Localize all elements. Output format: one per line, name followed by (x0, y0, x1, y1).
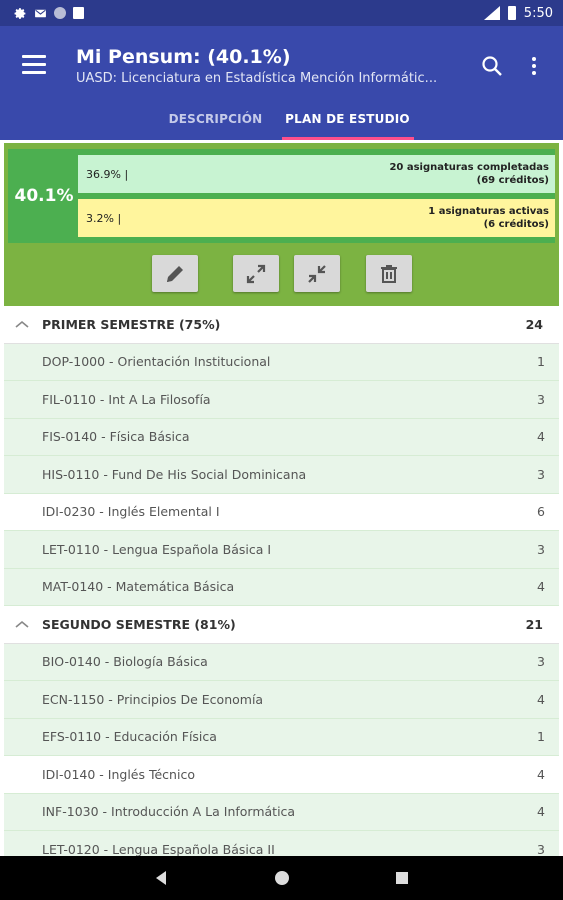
course-credits: 3 (537, 391, 545, 407)
active-count: 1 asignaturas activas (428, 206, 549, 217)
course-name: IDI-0140 - Inglés Técnico (42, 766, 195, 782)
course-credits: 6 (537, 504, 545, 520)
edit-button[interactable] (152, 255, 198, 292)
battery-icon (508, 6, 516, 20)
collapse-icon (305, 262, 329, 286)
settings-icon (14, 7, 27, 20)
progress-box (8, 149, 555, 243)
course-name: EFS-0110 - Educación Física (42, 729, 217, 745)
app-bar (0, 26, 563, 140)
course-credits: 3 (537, 466, 545, 482)
course-name: FIL-0110 - Int A La Filosofía (42, 391, 211, 407)
sd-card-icon (73, 7, 84, 19)
completed-desc (389, 161, 549, 187)
course-row[interactable] (4, 344, 559, 382)
semester-header[interactable] (4, 306, 559, 344)
course-name: BIO-0140 - Biología Básica (42, 654, 208, 670)
more-vert-icon[interactable] (528, 54, 540, 78)
course-name: MAT-0140 - Matemática Básica (42, 579, 235, 595)
course-list (4, 306, 559, 856)
course-row[interactable] (4, 569, 559, 607)
course-row[interactable] (4, 494, 559, 532)
course-name: LET-0120 - Lengua Española Básica II (42, 841, 275, 856)
completed-count: 20 asignaturas completadas (389, 162, 549, 173)
back-icon[interactable] (152, 868, 172, 888)
course-name: LET-0110 - Lengua Española Básica I (42, 541, 272, 557)
course-name: IDI-0230 - Inglés Elemental I (42, 504, 220, 520)
delete-button[interactable] (366, 255, 412, 292)
status-time: 5:50 (523, 5, 553, 21)
course-row[interactable] (4, 681, 559, 719)
active-credits: (6 créditos) (483, 219, 549, 230)
overall-progress: 40.1% (14, 186, 74, 206)
completed-pct: 36.9% | (86, 167, 129, 181)
active-pct: 3.2% | (86, 211, 122, 225)
active-desc (428, 205, 549, 231)
course-name: INF-1030 - Introducción A La Informática (42, 804, 296, 820)
active-bar (78, 199, 555, 237)
page-title: Mi Pensum: (40.1%) (76, 46, 291, 68)
course-credits: 4 (537, 804, 545, 820)
course-row[interactable] (4, 719, 559, 757)
tab-plan-de-estudio[interactable]: PLAN DE ESTUDIO (282, 104, 414, 140)
home-icon[interactable] (272, 868, 292, 888)
progress-summary (4, 143, 559, 306)
semester-title: PRIMER SEMESTRE (75%) (42, 316, 221, 332)
expand-icon (244, 262, 268, 286)
course-name: ECN-1150 - Principios De Economía (42, 691, 264, 707)
menu-button[interactable] (20, 52, 50, 78)
course-credits: 4 (537, 579, 545, 595)
completed-credits: (69 créditos) (476, 175, 549, 186)
circle-icon (54, 7, 66, 19)
completed-bar (78, 155, 555, 193)
semester-title: SEGUNDO SEMESTRE (81%) (42, 616, 236, 632)
course-credits: 4 (537, 766, 545, 782)
course-credits: 3 (537, 654, 545, 670)
tab-bar (0, 104, 563, 140)
course-row[interactable] (4, 644, 559, 682)
semester-credits: 21 (525, 616, 543, 632)
course-row[interactable] (4, 831, 559, 856)
course-credits: 4 (537, 691, 545, 707)
tab-descripcion[interactable]: DESCRIPCIÓN (168, 112, 263, 126)
chevron-up-icon (14, 319, 30, 329)
action-toolbar (4, 255, 559, 295)
course-credits: 1 (537, 729, 545, 745)
recents-icon[interactable] (392, 868, 412, 888)
chevron-up-icon (14, 619, 30, 629)
course-row[interactable] (4, 419, 559, 457)
edit-icon (163, 262, 187, 286)
course-row[interactable] (4, 381, 559, 419)
delete-icon (377, 262, 401, 286)
semester-credits: 24 (525, 316, 543, 332)
signal-icon (484, 6, 500, 20)
navigation-bar (0, 856, 563, 900)
collapse-all-button[interactable] (294, 255, 340, 292)
gmail-icon (34, 7, 47, 20)
course-name: HIS-0110 - Fund De His Social Dominicana (42, 466, 307, 482)
course-credits: 3 (537, 841, 545, 856)
page-subtitle: UASD: Licenciatura en Estadística Mención Informátic... (76, 71, 438, 86)
course-credits: 1 (537, 354, 545, 370)
course-name: FIS-0140 - Física Básica (42, 429, 190, 445)
search-icon[interactable] (480, 54, 504, 78)
course-row[interactable] (4, 756, 559, 794)
course-name: DOP-1000 - Orientación Institucional (42, 354, 271, 370)
course-row[interactable] (4, 531, 559, 569)
course-row[interactable] (4, 456, 559, 494)
course-credits: 4 (537, 429, 545, 445)
status-bar (0, 0, 563, 26)
expand-all-button[interactable] (233, 255, 279, 292)
course-row[interactable] (4, 794, 559, 832)
semester-header[interactable] (4, 606, 559, 644)
course-credits: 3 (537, 541, 545, 557)
